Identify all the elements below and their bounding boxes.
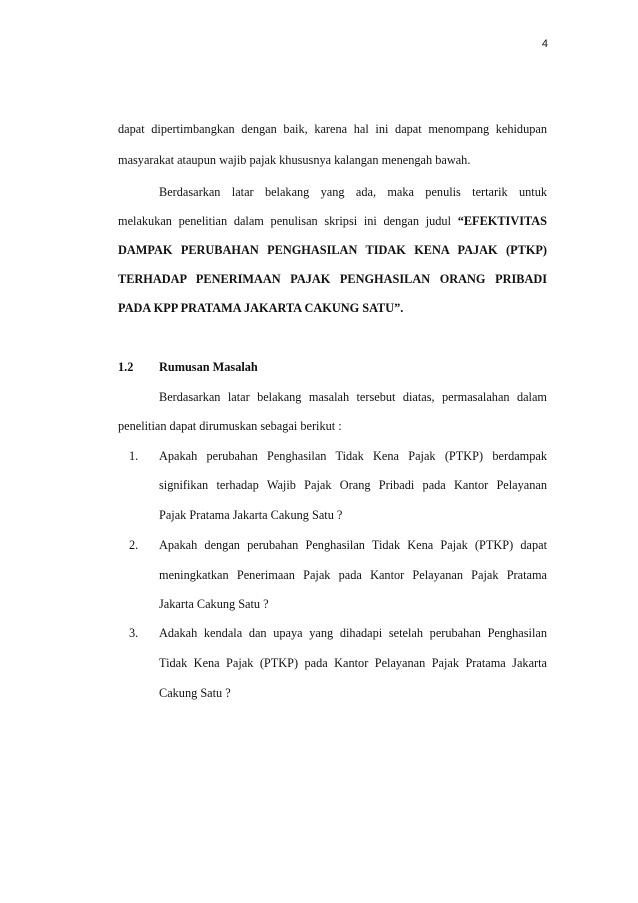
thesis-title-line: PADA KPP PRATAMA JAKARTA CAKUNG SATU”.	[118, 301, 404, 315]
thesis-title-line: TERHADAP PENERIMAAN PAJAK PENGHASILAN ORANG PRIBADI	[118, 272, 547, 286]
list-item-line: Apakah dengan perubahan Penghasilan Tidak Kena Pajak (PTKP) dapat	[159, 538, 547, 552]
list-item-line: meningkatkan Penerimaan Pajak pada Kantor Pelayanan Pajak Pratama	[159, 568, 547, 582]
list-item-line: Pajak Pratama Jakarta Cakung Satu ?	[159, 508, 343, 522]
thesis-title-line: DAMPAK PERUBAHAN PENGHASILAN TIDAK KENA PAJAK (PTKP)	[118, 243, 547, 257]
section-title: Rumusan Masalah	[159, 360, 258, 374]
list-item-line: Tidak Kena Pajak (PTKP) pada Kantor Pelayanan Pajak Pratama Jakarta	[159, 656, 547, 670]
body-text-line: dapat dipertimbangkan dengan baik, karena hal ini dapat menompang kehidupan	[118, 122, 547, 136]
body-text-line: masyarakat ataupun wajib pajak khususnya kalangan menengah bawah.	[118, 153, 471, 167]
body-text-span: melakukan penelitian dalam penulisan skripsi ini dengan judul	[118, 214, 458, 228]
thesis-title-start: “EFEKTIVITAS	[457, 214, 547, 228]
list-item-number: 3.	[129, 626, 139, 640]
list-item-line: Cakung Satu ?	[159, 686, 231, 700]
list-item-line: Jakarta Cakung Satu ?	[159, 597, 269, 611]
body-text-line: Berdasarkan latar belakang yang ada, maka penulis tertarik untuk	[159, 185, 547, 199]
list-item-line: Adakah kendala dan upaya yang dihadapi setelah perubahan Penghasilan	[159, 626, 547, 640]
list-item-number: 2.	[129, 538, 139, 552]
body-text-line	[118, 213, 547, 229]
list-item-line: Apakah perubahan Penghasilan Tidak Kena Pajak (PTKP) berdampak	[159, 449, 547, 463]
section-number: 1.2	[118, 360, 134, 374]
body-text-line: Berdasarkan latar belakang masalah tersebut diatas, permasalahan dalam	[159, 390, 547, 404]
page-number: 4	[541, 38, 548, 50]
body-text-line: penelitian dapat dirumuskan sebagai berikut :	[118, 419, 342, 433]
list-item-number: 1.	[129, 449, 139, 463]
list-item-line: signifikan terhadap Wajib Pajak Orang Pribadi pada Kantor Pelayanan	[159, 478, 547, 492]
